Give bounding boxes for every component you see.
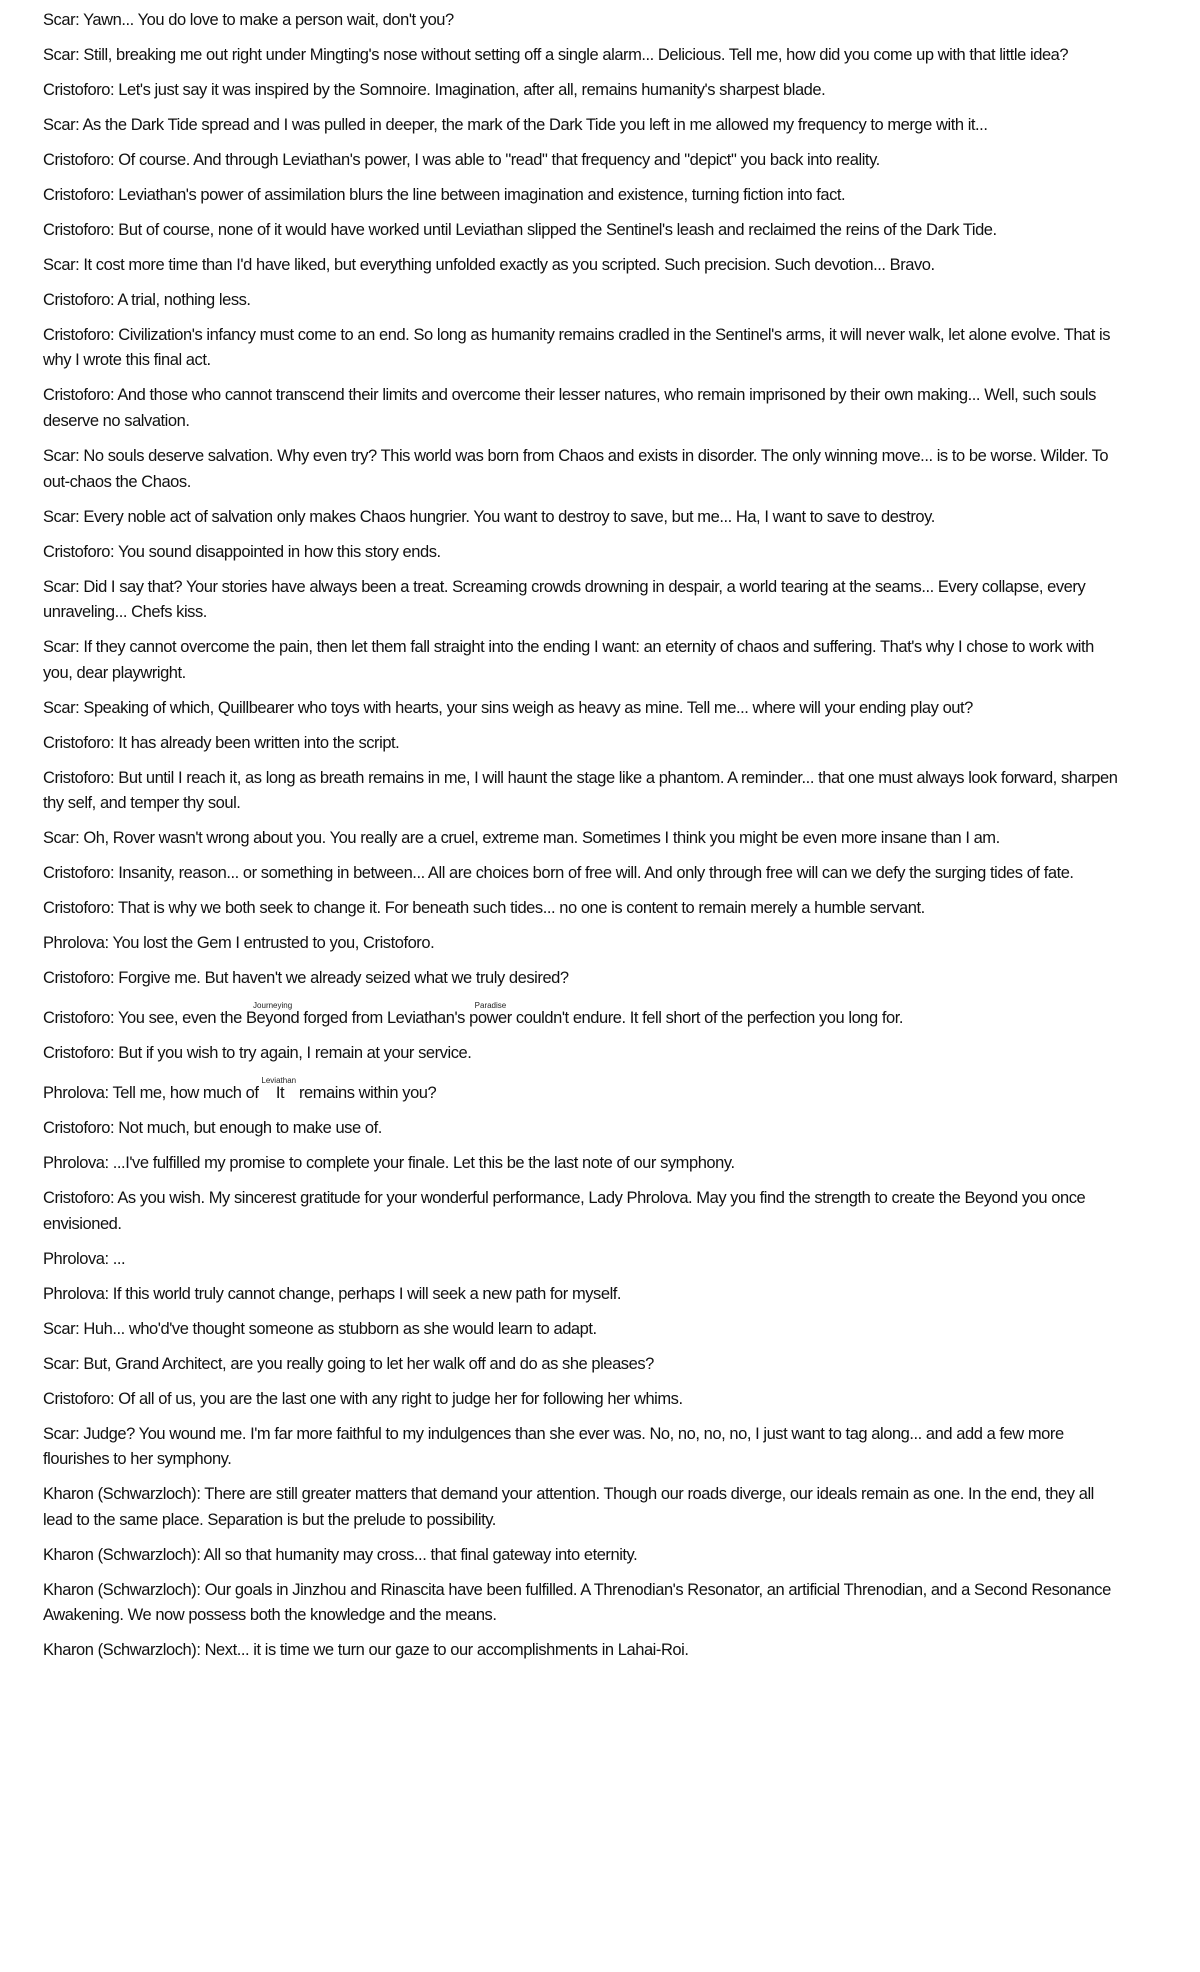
dialogue-line: Kharon (Schwarzloch): All so that humanity may cross... that final gateway into eternity. [43,1545,638,1564]
dialogue-line: Cristoforo: Civilization's infancy must come to an end. So long as humanity remains cradled in the Sentinel's arms, it will never walk, let alone evolve. That is why I wrote this final act. [43,325,1111,370]
ruby-base: It [275,1084,285,1103]
dialogue-line: Kharon (Schwarzloch): There are still greater matters that demand your attention. Though our roads diverge, our ideals remain as one. In the end, they all lead to the same place. Separation is but the prelude to possibility. [43,1485,1094,1529]
dialogue-line: Scar: But, Grand Architect, are you really going to let her walk off and do as she pleases? [43,1354,654,1373]
dialogue-block [43,8,1123,992]
line-text: remains within you? [294,1084,437,1103]
dialogue-line: Cristoforo: Of course. And through Leviathan's power, I was able to "read" that frequency and "depict" you back into reality. [43,150,880,169]
dialogue-line: Cristoforo: Of all of us, you are the last one with any right to judge her for following her whims. [43,1389,683,1408]
dialogue-line: Cristoforo: Let's just say it was inspired by the Somnoire. Imagination, after all, remains humanity's sharpest blade. [43,80,826,99]
dialogue-line: Cristoforo: A trial, nothing less. [43,290,251,309]
ruby-base: power [469,1009,512,1028]
dialogue-line: Cristoforo: Insanity, reason... or something in between... All are choices born of free will. And only through free will can we defy the surging tides of fate. [43,864,1074,883]
dialogue-line: Phrolova: If this world truly cannot change, perhaps I will seek a new path for myself. [43,1284,622,1303]
dialogue-line: Cristoforo: But of course, none of it would have worked until Leviathan slipped the Sentinel's leash and reclaimed the reins of the Dark Tide. [43,220,997,239]
dialogue-line: Scar: It cost more time than I'd have liked, but everything unfolded exactly as you scripted. Such precision. Such devotion... Bravo. [43,255,935,274]
dialogue-line [43,1001,1123,1032]
dialogue-line: Cristoforo: Not much, but enough to make use of. [43,1119,382,1138]
ruby-annotation [261,1076,297,1103]
dialogue-line: Cristoforo: As you wish. My sincerest gratitude for your wonderful performance, Lady Phrolova. May you find the strength to create the Beyond you once envisioned. [43,1189,1086,1233]
ruby-text: Leviathan [261,1076,297,1086]
ruby-text: Paradise [469,1001,512,1011]
line-text: Cristoforo: You see, even the [43,1009,246,1028]
dialogue-line: Phrolova: You lost the Gem I entrusted to you, Cristoforo. [43,934,435,953]
dialogue-line: Cristoforo: But if you wish to try again, I remain at your service. [43,1044,472,1063]
dialogue-block [43,1116,1123,1664]
dialogue-line: Scar: If they cannot overcome the pain, then let them fall straight into the ending I want: an eternity of chaos and suffering. That's why I chose to work with you, dear playwright. [43,638,1094,682]
line-text: forged from Leviathan's [299,1009,470,1028]
dialogue-line: Kharon (Schwarzloch): Our goals in Jinzhou and Rinascita have been fulfilled. A Threnodian's Resonator, an artificial Threnodian, and a Second Resonance Awakening. We now possess both the knowledge and the means. [43,1580,1111,1625]
dialogue-line: Phrolova: ... [43,1249,126,1268]
dialogue-line: Scar: As the Dark Tide spread and I was pulled in deeper, the mark of the Dark Tide you left in me allowed my frequency to merge with it... [43,115,988,134]
dialogue-line: Scar: Oh, Rover wasn't wrong about you. You really are a cruel, extreme man. Sometimes I think you might be even more insane than I am. [43,829,1000,848]
dialogue-line: Scar: Judge? You wound me. I'm far more faithful to my indulgences than she ever was. No, no, no, no, I just want to tag along... and add a few more flourishes to her symphony. [43,1424,1064,1469]
dialogue-line: Scar: Yawn... You do love to make a person wait, don't you? [43,11,454,29]
dialogue-line [43,1076,1123,1107]
dialogue-line: Cristoforo: Forgive me. But haven't we already seized what we truly desired? [43,969,569,988]
dialogue-line: Cristoforo: Leviathan's power of assimilation blurs the line between imagination and existence, turning fiction into fact. [43,185,846,204]
dialogue-line: Scar: No souls deserve salvation. Why even try? This world was born from Chaos and exists in disorder. The only winning move... is to be worse. Wilder. To out-chaos the Chaos. [43,447,1109,491]
dialogue-line: Scar: Speaking of which, Quillbearer who toys with hearts, your sins weigh as heavy as mine. Tell me... where will your ending play out? [43,698,973,717]
dialogue-line: Scar: Every noble act of salvation only makes Chaos hungrier. You want to destroy to save, but me... Ha, I want to save to destroy. [43,507,935,526]
ruby-annotation [469,1001,512,1028]
dialogue-line: Scar: Still, breaking me out right under Mingting's nose without setting off a single alarm... Delicious. Tell me, how did you come up with that little idea? [43,45,1069,64]
dialogue-line: Cristoforo: And those who cannot transcend their limits and overcome their lesser natures, who remain imprisoned by their own making... Well, such souls deserve no salvation. [43,386,1096,431]
dialogue-line: Cristoforo: But until I reach it, as long as breath remains in me, I will haunt the stage like a phantom. A reminder... that one must always look forward, sharpen thy self, and temper thy soul. [43,768,1118,813]
dialogue-line: Kharon (Schwarzloch): Next... it is time we turn our gaze to our accomplishments in Lahai-Roi. [43,1641,689,1660]
ruby-base: Beyond [245,1009,300,1028]
dialogue-line: Cristoforo: It has already been written into the script. [43,733,400,752]
ruby-annotation [245,1001,300,1028]
line-text: Phrolova: Tell me, how much of [43,1084,263,1103]
dialogue-line: Phrolova: ...I've fulfilled my promise to complete your finale. Let this be the last note of our symphony. [43,1154,735,1173]
ruby-text: Journeying [245,1001,300,1011]
dialogue-line: Cristoforo: You sound disappointed in how this story ends. [43,542,441,561]
dialogue-line: Scar: Huh... who'd've thought someone as stubborn as she would learn to adapt. [43,1319,597,1338]
line-text: couldn't endure. It fell short of the perfection you long for. [511,1009,904,1028]
dialogue-line: Scar: Did I say that? Your stories have always been a treat. Screaming crowds drowning in despair, a world tearing at the seams... Every collapse, every unraveling... Chefs kiss. [43,577,1086,622]
dialogue-line: Cristoforo: That is why we both seek to change it. For beneath such tides... no one is content to remain merely a humble servant. [43,899,925,918]
